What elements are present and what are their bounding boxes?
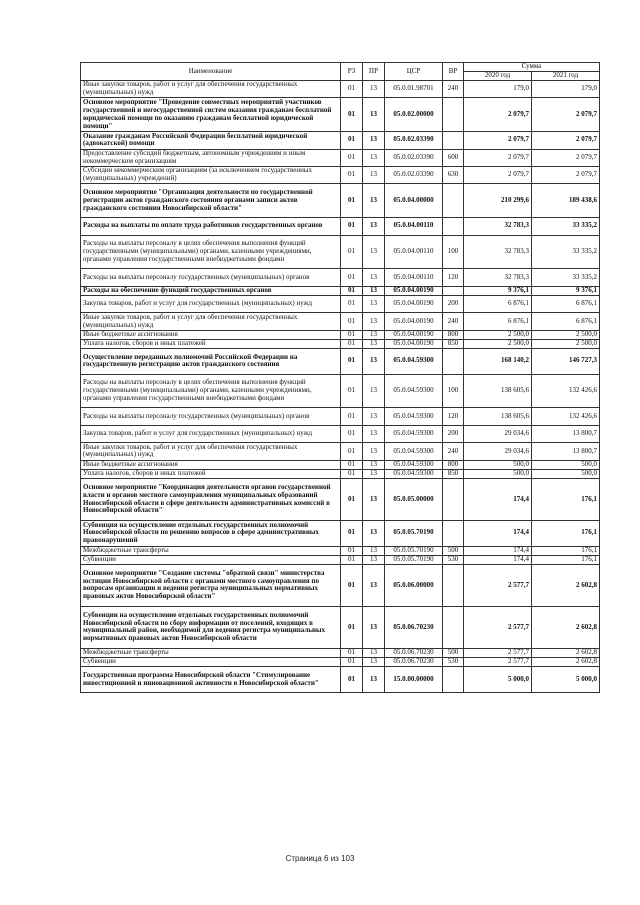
- row-rz: 01: [341, 555, 363, 564]
- row-sum-2020: 168 140,2: [464, 349, 532, 375]
- header-pr: ПР: [363, 63, 385, 81]
- row-name: Уплата налогов, сборов и иных платежей: [81, 469, 341, 478]
- row-name: Расходы на выплаты персоналу в целях обеспечения выполнения функций государственными (муниципальными) органами, казенными учреждениями, органами управления государственными внебюджетными фондами: [81, 235, 341, 269]
- row-vr: 530: [443, 555, 464, 564]
- row-pr: 13: [363, 460, 385, 469]
- table-row: [81, 469, 600, 478]
- row-pr: 13: [363, 479, 385, 521]
- row-csr: 05.0.04.00190: [385, 295, 443, 312]
- row-csr: 05.0.02.03390: [385, 166, 443, 183]
- row-csr: 05.0.06.70230: [385, 606, 443, 648]
- row-sum-2020: 32 783,3: [464, 269, 532, 286]
- row-csr: 05.0.05.70190: [385, 555, 443, 564]
- table-header: [81, 63, 600, 81]
- row-rz: 01: [341, 408, 363, 425]
- table-row: [81, 269, 600, 286]
- row-csr: 05.0.02.03390: [385, 149, 443, 166]
- row-pr: 13: [363, 98, 385, 132]
- row-sum-2021: 2 602,8: [532, 658, 600, 667]
- row-csr: 05.0.04.59300: [385, 460, 443, 469]
- row-rz: 01: [341, 564, 363, 606]
- row-rz: 01: [341, 667, 363, 693]
- row-sum-2020: 174,4: [464, 555, 532, 564]
- header-year-2020: 2020 год: [464, 72, 532, 81]
- row-sum-2020: 174,4: [464, 521, 532, 547]
- row-rz: 01: [341, 184, 363, 218]
- row-sum-2021: 2 500,0: [532, 330, 600, 339]
- row-sum-2020: 32 783,3: [464, 218, 532, 235]
- row-pr: 13: [363, 132, 385, 149]
- row-vr: 500: [443, 546, 464, 555]
- row-sum-2021: 132 426,6: [532, 408, 600, 425]
- row-rz: 01: [341, 521, 363, 547]
- header-sum: Сумма: [464, 63, 600, 72]
- row-pr: 13: [363, 408, 385, 425]
- row-rz: 01: [341, 269, 363, 286]
- table-row: [81, 98, 600, 132]
- row-sum-2020: 138 605,6: [464, 374, 532, 408]
- row-name: Субсидии некоммерческим организациям (за исключением государственных (муниципальных) учреждений): [81, 166, 341, 183]
- row-rz: 01: [341, 648, 363, 657]
- row-name: Субвенция на осуществление отдельных государственных полномочий Новосибирской области по решению вопросов в сфере административных правонарушений: [81, 521, 341, 547]
- row-pr: 13: [363, 149, 385, 166]
- header-vr: ВР: [443, 63, 464, 81]
- table-row: [81, 521, 600, 547]
- row-csr: 05.0.04.59300: [385, 443, 443, 460]
- row-vr: 530: [443, 658, 464, 667]
- row-vr: 500: [443, 648, 464, 657]
- row-name: Расходы на выплаты персоналу государственных (муниципальных) органов: [81, 408, 341, 425]
- row-sum-2021: 13 800,7: [532, 443, 600, 460]
- row-name: Расходы на обеспечение функций государственных органов: [81, 286, 341, 295]
- table-row: [81, 339, 600, 348]
- row-sum-2020: 29 034,6: [464, 425, 532, 442]
- row-name: Расходы на выплаты персоналу государственных (муниципальных) органов: [81, 269, 341, 286]
- table-row: [81, 564, 600, 606]
- row-csr: 05.0.06.70230: [385, 658, 443, 667]
- page-footer: Страница 6 из 103: [285, 854, 355, 863]
- row-name: Уплата налогов, сборов и иных платежей: [81, 339, 341, 348]
- row-rz: 01: [341, 166, 363, 183]
- table-row: [81, 408, 600, 425]
- row-name: Расходы на выплаты по оплате труда работников государственных органов: [81, 218, 341, 235]
- row-csr: 05.0.04.00110: [385, 218, 443, 235]
- row-sum-2020: 2 079,7: [464, 149, 532, 166]
- row-pr: 13: [363, 658, 385, 667]
- row-sum-2020: 2 577,7: [464, 658, 532, 667]
- row-sum-2021: 500,0: [532, 460, 600, 469]
- row-pr: 13: [363, 546, 385, 555]
- row-sum-2020: 500,0: [464, 460, 532, 469]
- row-sum-2020: 32 783,3: [464, 235, 532, 269]
- row-sum-2021: 2 079,7: [532, 166, 600, 183]
- row-pr: 13: [363, 269, 385, 286]
- row-pr: 13: [363, 339, 385, 348]
- row-vr: [443, 606, 464, 648]
- row-rz: 01: [341, 98, 363, 132]
- row-vr: [443, 218, 464, 235]
- row-name: Закупка товаров, работ и услуг для государственных (муниципальных) нужд: [81, 295, 341, 312]
- table-row: [81, 443, 600, 460]
- row-csr: 05.0.06.70230: [385, 648, 443, 657]
- row-sum-2020: 174,4: [464, 546, 532, 555]
- table-row: [81, 460, 600, 469]
- row-pr: 13: [363, 218, 385, 235]
- table-row: [81, 81, 600, 98]
- row-csr: 05.0.05.70190: [385, 521, 443, 547]
- table-row: [81, 479, 600, 521]
- table-row: [81, 667, 600, 693]
- row-sum-2020: 2 079,7: [464, 98, 532, 132]
- row-rz: 01: [341, 339, 363, 348]
- row-rz: 01: [341, 218, 363, 235]
- table-row: [81, 555, 600, 564]
- row-pr: 13: [363, 555, 385, 564]
- row-sum-2021: 2 079,7: [532, 132, 600, 149]
- row-vr: [443, 479, 464, 521]
- table-row: [81, 286, 600, 295]
- row-vr: 850: [443, 339, 464, 348]
- row-name: Расходы на выплаты персоналу в целях обеспечения выполнения функций государственными (муниципальными) органами, казенными учреждениями, органами управления государственными внебюджетными фондами: [81, 374, 341, 408]
- row-sum-2021: 132 426,6: [532, 374, 600, 408]
- row-vr: [443, 98, 464, 132]
- table-row: [81, 235, 600, 269]
- row-csr: 05.0.04.59300: [385, 408, 443, 425]
- table-row: [81, 425, 600, 442]
- row-name: Субвенции: [81, 555, 341, 564]
- row-vr: 850: [443, 469, 464, 478]
- row-name: Межбюджетные трансферты: [81, 648, 341, 657]
- row-pr: 13: [363, 374, 385, 408]
- row-vr: 800: [443, 460, 464, 469]
- row-rz: 01: [341, 469, 363, 478]
- row-pr: 13: [363, 425, 385, 442]
- budget-table: [80, 62, 600, 693]
- row-sum-2021: 2 602,8: [532, 648, 600, 657]
- row-vr: [443, 564, 464, 606]
- table-row: [81, 330, 600, 339]
- row-rz: 01: [341, 658, 363, 667]
- row-vr: 200: [443, 295, 464, 312]
- row-sum-2020: 174,4: [464, 479, 532, 521]
- header-csr: ЦСР: [385, 63, 443, 81]
- table-row: [81, 349, 600, 375]
- table-row: [81, 149, 600, 166]
- row-pr: 13: [363, 313, 385, 330]
- row-rz: 01: [341, 330, 363, 339]
- row-name: Иные закупки товаров, работ и услуг для обеспечения государственных (муниципальных) нужд: [81, 81, 341, 98]
- row-name: Основное мероприятие "Проведение совместных мероприятий участников государственной и негосударственной систем оказания гражданам бесплатной юридической помощи по оказанию гражданам бесплатной юридической помощи": [81, 98, 341, 132]
- row-rz: 01: [341, 374, 363, 408]
- row-pr: 13: [363, 469, 385, 478]
- row-sum-2021: 13 800,7: [532, 425, 600, 442]
- row-csr: 05.0.04.59300: [385, 469, 443, 478]
- row-csr: 05.0.04.59300: [385, 425, 443, 442]
- row-pr: 13: [363, 606, 385, 648]
- row-name: Иные закупки товаров, работ и услуг для обеспечения государственных (муниципальных) нужд: [81, 443, 341, 460]
- row-rz: 01: [341, 460, 363, 469]
- row-csr: 05.0.04.00000: [385, 184, 443, 218]
- row-sum-2020: 9 376,1: [464, 286, 532, 295]
- row-sum-2021: 33 335,2: [532, 235, 600, 269]
- row-name: Основное мероприятие "Создание системы "обратной связи" министерства юстиции Новосибирской области с органами местного самоуправления по вопросам организации и ведения регистра муниципальных нормативных правовых актов Новосибирской области": [81, 564, 341, 606]
- table-row: [81, 546, 600, 555]
- row-name: Оказание гражданам Российской Федерации бесплатной юридической (адвокатской) помощи: [81, 132, 341, 149]
- row-sum-2020: 6 876,1: [464, 313, 532, 330]
- row-sum-2021: 6 876,1: [532, 313, 600, 330]
- row-vr: 600: [443, 149, 464, 166]
- table-row: [81, 606, 600, 648]
- row-pr: 13: [363, 81, 385, 98]
- row-vr: [443, 132, 464, 149]
- row-sum-2020: 2 500,0: [464, 339, 532, 348]
- row-sum-2021: 6 876,1: [532, 295, 600, 312]
- table-row: [81, 313, 600, 330]
- row-csr: 05.0.05.70190: [385, 546, 443, 555]
- header-name: Наименование: [81, 63, 341, 81]
- row-sum-2020: 210 299,6: [464, 184, 532, 218]
- row-name: Иные бюджетные ассигнования: [81, 330, 341, 339]
- table-row: [81, 295, 600, 312]
- row-name: Иные закупки товаров, работ и услуг для обеспечения государственных (муниципальных) нужд: [81, 313, 341, 330]
- row-csr: 15.0.00.00000: [385, 667, 443, 693]
- row-vr: [443, 286, 464, 295]
- row-vr: 800: [443, 330, 464, 339]
- row-sum-2021: 500,0: [532, 469, 600, 478]
- row-name: Субвенции: [81, 658, 341, 667]
- row-rz: 01: [341, 349, 363, 375]
- row-name: Иные бюджетные ассигнования: [81, 460, 341, 469]
- row-sum-2021: 2 602,8: [532, 606, 600, 648]
- table-row: [81, 648, 600, 657]
- row-csr: 05.0.02.03390: [385, 132, 443, 149]
- row-sum-2020: 29 034,6: [464, 443, 532, 460]
- row-sum-2021: 179,0: [532, 81, 600, 98]
- header-rz: РЗ: [341, 63, 363, 81]
- row-sum-2020: 2 577,7: [464, 564, 532, 606]
- row-vr: 120: [443, 269, 464, 286]
- row-csr: 05.0.04.59300: [385, 349, 443, 375]
- row-sum-2021: 9 376,1: [532, 286, 600, 295]
- row-name: Закупка товаров, работ и услуг для государственных (муниципальных) нужд: [81, 425, 341, 442]
- row-sum-2020: 2 577,7: [464, 606, 532, 648]
- row-vr: 630: [443, 166, 464, 183]
- row-csr: 05.0.04.00190: [385, 313, 443, 330]
- row-rz: 01: [341, 425, 363, 442]
- row-name: Государственная программа Новосибирской области "Стимулирование инвестиционной и инновационной активности в Новосибирской области": [81, 667, 341, 693]
- row-sum-2020: 179,0: [464, 81, 532, 98]
- row-sum-2021: 189 438,6: [532, 184, 600, 218]
- row-sum-2020: 5 000,0: [464, 667, 532, 693]
- row-pr: 13: [363, 648, 385, 657]
- row-vr: [443, 521, 464, 547]
- row-sum-2021: 2 500,0: [532, 339, 600, 348]
- row-pr: 13: [363, 349, 385, 375]
- row-csr: 05.0.04.00110: [385, 269, 443, 286]
- row-pr: 13: [363, 667, 385, 693]
- row-pr: 13: [363, 286, 385, 295]
- row-rz: 01: [341, 132, 363, 149]
- row-csr: 05.0.04.59300: [385, 374, 443, 408]
- row-pr: 13: [363, 166, 385, 183]
- row-rz: 01: [341, 443, 363, 460]
- row-sum-2021: 2 079,7: [532, 149, 600, 166]
- row-sum-2021: 2 079,7: [532, 98, 600, 132]
- row-name: Основное мероприятие "Организация деятельности по государственной регистрации актов гражданского состояния органами записи актов гражданского состояния Новосибирской области": [81, 184, 341, 218]
- row-vr: 240: [443, 81, 464, 98]
- row-rz: 01: [341, 286, 363, 295]
- row-sum-2021: 33 335,2: [532, 269, 600, 286]
- row-pr: 13: [363, 330, 385, 339]
- row-sum-2020: 138 605,6: [464, 408, 532, 425]
- table-body: [81, 81, 600, 693]
- row-pr: 13: [363, 295, 385, 312]
- row-sum-2021: 176,1: [532, 546, 600, 555]
- row-vr: 120: [443, 408, 464, 425]
- row-vr: [443, 349, 464, 375]
- row-pr: 13: [363, 443, 385, 460]
- row-sum-2021: 176,1: [532, 521, 600, 547]
- row-csr: 05.0.02.00000: [385, 98, 443, 132]
- row-sum-2021: 5 000,0: [532, 667, 600, 693]
- row-rz: 01: [341, 149, 363, 166]
- row-rz: 01: [341, 313, 363, 330]
- row-rz: 01: [341, 546, 363, 555]
- row-vr: 100: [443, 374, 464, 408]
- row-name: Предоставление субсидий бюджетным, автономным учреждениям и иным некоммерческим организациям: [81, 149, 341, 166]
- row-csr: 05.0.04.00190: [385, 330, 443, 339]
- row-rz: 01: [341, 235, 363, 269]
- row-pr: 13: [363, 184, 385, 218]
- row-name: Основное мероприятие "Координация деятельности органов государственной власти и органов местного самоуправления муниципальных образований Новосибирской области в сфере деятельности административных комиссий в Новосибирской области": [81, 479, 341, 521]
- row-csr: 05.0.04.00190: [385, 286, 443, 295]
- row-name: Субвенции на осуществление отдельных государственных полномочий Новосибирской области по сбору информации от поселений, входящих в муниципальный район, необходимой для ведения регистра муниципальных нормативных правовых актов Новосибирской области: [81, 606, 341, 648]
- row-rz: 01: [341, 81, 363, 98]
- row-vr: 200: [443, 425, 464, 442]
- row-name: Осуществление переданных полномочий Российской Федерации на государственную регистрацию актов гражданского состояния: [81, 349, 341, 375]
- table-row: [81, 218, 600, 235]
- row-pr: 13: [363, 564, 385, 606]
- table-row: [81, 658, 600, 667]
- row-vr: 100: [443, 235, 464, 269]
- row-pr: 13: [363, 521, 385, 547]
- header-year-2021: 2021 год: [532, 72, 600, 81]
- row-csr: 05.0.05.00000: [385, 479, 443, 521]
- row-csr: 05.0.04.00190: [385, 339, 443, 348]
- row-sum-2021: 176,1: [532, 555, 600, 564]
- row-sum-2020: 2 079,7: [464, 132, 532, 149]
- row-vr: [443, 667, 464, 693]
- row-name: Межбюджетные трансферты: [81, 546, 341, 555]
- row-csr: 05.0.01.98701: [385, 81, 443, 98]
- row-sum-2021: 2 602,8: [532, 564, 600, 606]
- row-csr: 05.0.06.00000: [385, 564, 443, 606]
- row-rz: 01: [341, 479, 363, 521]
- row-sum-2020: 6 876,1: [464, 295, 532, 312]
- row-sum-2020: 2 500,0: [464, 330, 532, 339]
- row-pr: 13: [363, 235, 385, 269]
- row-rz: 01: [341, 295, 363, 312]
- table-row: [81, 374, 600, 408]
- row-sum-2020: 500,0: [464, 469, 532, 478]
- row-sum-2021: 176,1: [532, 479, 600, 521]
- row-vr: 240: [443, 313, 464, 330]
- row-vr: 240: [443, 443, 464, 460]
- table-row: [81, 166, 600, 183]
- row-sum-2020: 2 577,7: [464, 648, 532, 657]
- row-sum-2020: 2 079,7: [464, 166, 532, 183]
- row-vr: [443, 184, 464, 218]
- row-sum-2021: 146 727,3: [532, 349, 600, 375]
- table-row: [81, 132, 600, 149]
- row-csr: 05.0.04.00110: [385, 235, 443, 269]
- table-row: [81, 184, 600, 218]
- row-sum-2021: 33 335,2: [532, 218, 600, 235]
- row-rz: 01: [341, 606, 363, 648]
